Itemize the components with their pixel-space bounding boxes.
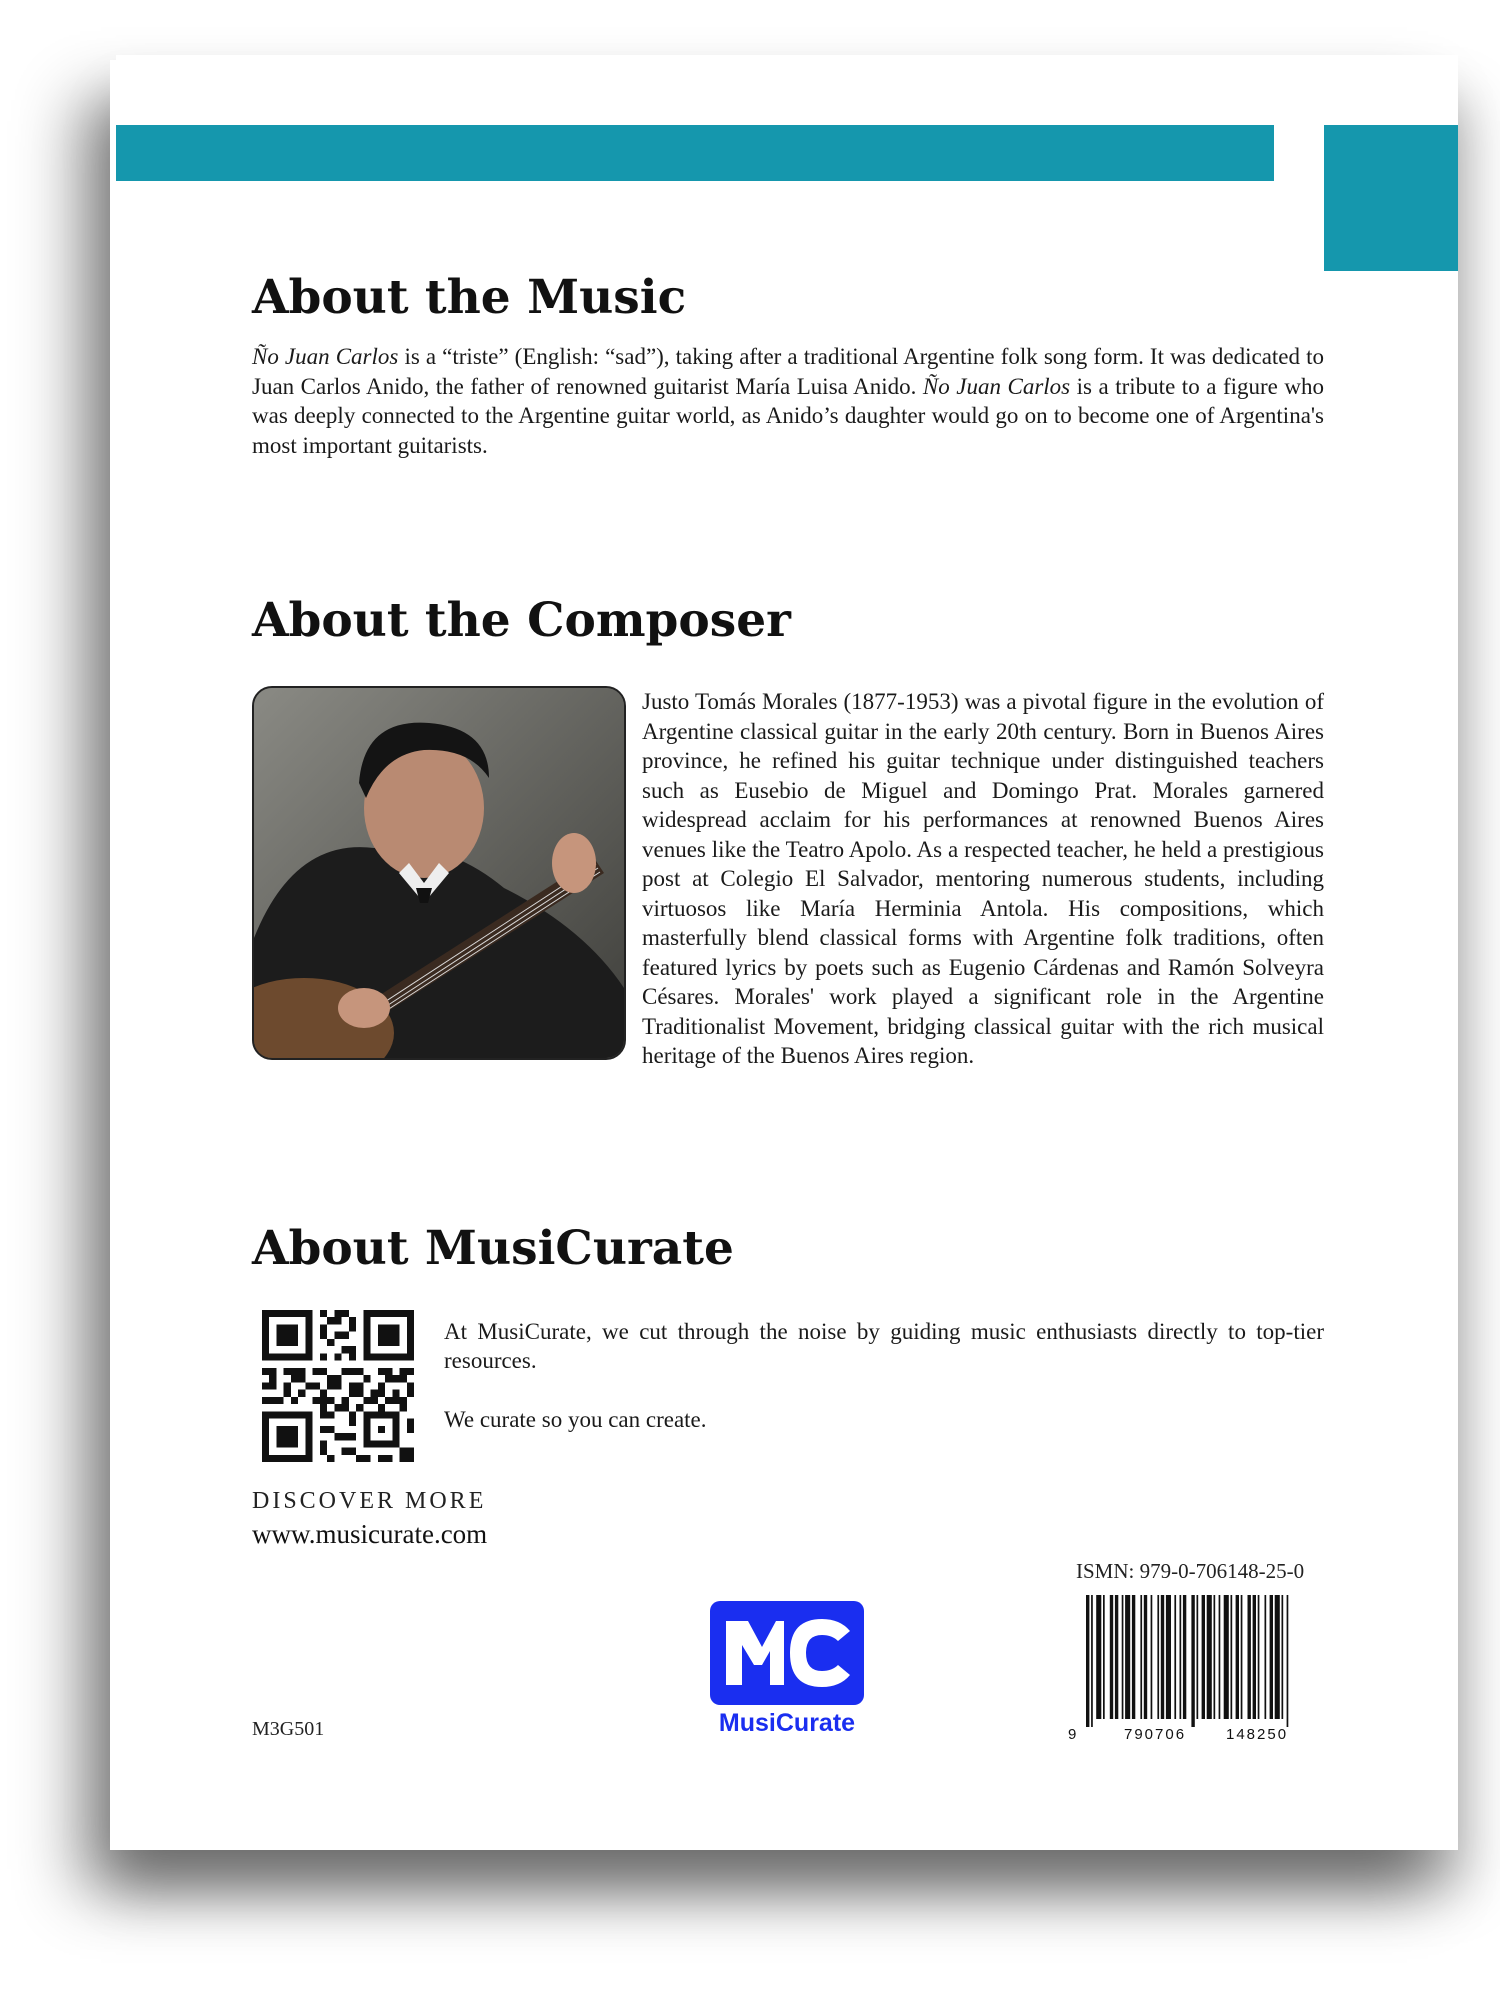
composer-photo	[252, 686, 626, 1060]
barcode-bar	[1248, 1595, 1251, 1719]
barcode	[1066, 1595, 1322, 1745]
website-link[interactable]: www.musicurate.com	[252, 1519, 488, 1549]
musicurate-tagline: We curate so you can create.	[444, 1407, 707, 1432]
barcode-bar	[1103, 1595, 1105, 1719]
barcode-bar	[1207, 1595, 1212, 1719]
barcode-bar	[1202, 1595, 1205, 1719]
about-composer-heading: About the Composer	[252, 593, 791, 648]
barcode-bar	[1275, 1595, 1280, 1719]
barcode-bar	[1224, 1595, 1229, 1719]
barcode-bar	[1166, 1595, 1171, 1719]
about-musicurate-heading: About MusiCurate	[252, 1221, 734, 1276]
barcode-bar	[1122, 1595, 1124, 1719]
barcode-bar	[1236, 1595, 1239, 1719]
discover-more-label: DISCOVER MORE	[252, 1488, 487, 1514]
barcode-bar	[1265, 1595, 1267, 1719]
about-music-text-2: is a tribute to a figure who was deeply connected to the Argentine guitar world, as Anido’s daughter would go on to become one of Argentina's most important guitarists.	[252, 373, 1324, 458]
barcode-bar	[1258, 1595, 1260, 1719]
piece-title: Ño Juan Carlos	[252, 344, 399, 369]
barcode-bar	[1282, 1595, 1284, 1719]
musicurate-logo	[710, 1601, 864, 1705]
corner-accent-block	[1324, 125, 1458, 271]
barcode-bar	[1180, 1595, 1182, 1719]
barcode-left-digits: 790706	[1124, 1726, 1187, 1743]
barcode-lead-digit: 9	[1068, 1726, 1077, 1743]
barcode-bar	[1174, 1595, 1176, 1719]
barcode-bar	[1183, 1595, 1186, 1719]
barcode-bar	[1241, 1595, 1243, 1719]
barcode-bar	[1115, 1595, 1118, 1719]
barcode-bar	[1132, 1595, 1135, 1719]
qr-code[interactable]	[262, 1310, 414, 1462]
barcode-bar	[1191, 1595, 1194, 1727]
barcode-bar	[1157, 1595, 1159, 1719]
about-music-text-1: is a “triste” (English: “sad”), taking after a traditional Argentine folk song form. It was dedicated to Juan Carlos Anido, the father of renowned guitarist María Luisa Anido.	[252, 344, 1324, 399]
barcode-bar	[1096, 1595, 1101, 1719]
back-cover-page	[116, 55, 1458, 1837]
barcode-bar	[1086, 1595, 1089, 1727]
barcode-right-digits: 148250	[1226, 1726, 1289, 1743]
barcode-bar	[1253, 1595, 1256, 1719]
barcode-bar	[1125, 1595, 1130, 1719]
barcode-bar	[1270, 1595, 1273, 1719]
about-music-paragraph	[252, 342, 1324, 460]
barcode-bar	[1151, 1595, 1153, 1719]
barcode-bar	[1231, 1595, 1233, 1719]
musicurate-description: At MusiCurate, we cut through the noise by guiding music enthusiasts directly to top-tier resources.	[444, 1319, 1324, 1373]
barcode-bar	[1197, 1595, 1199, 1719]
composer-bio: Justo Tomás Morales (1877-1953) was a pivotal figure in the evolution of Argentine classical guitar in the early 20th century. Born in Buenos Aires province, he refined his guitar technique under distinguished teachers such as Eusebio de Miguel and Domingo Prat. Morales garnered widespread acclaim for his performances at renowned Buenos Aires venues like the Teatro Apolo. As a respected teacher, he held a prestigious post at Colegio El Salvador, mentoring numerous students, including virtuosos like María Herminia Antola. His compositions, which masterfully blend classical forms with Argentine folk traditions, often featured lyrics by poets such as Eugenio Cárdenas and Ramón Solveyra Césares. Morales' work played a significant role in the Argentine Traditionalist Movement, bridging classical guitar with the rich musical heritage of the Buenos Aires region.	[642, 689, 1324, 1068]
barcode-bar	[1110, 1595, 1113, 1719]
barcode-bar	[1219, 1595, 1221, 1719]
barcode-bar	[1144, 1595, 1147, 1719]
catalog-code: M3G501	[252, 1718, 325, 1740]
barcode-bar	[1214, 1595, 1216, 1719]
about-music-heading: About the Music	[252, 270, 687, 325]
barcode-bar	[1287, 1595, 1289, 1727]
barcode-bar	[1091, 1595, 1093, 1727]
logo-wordmark: MusiCurate	[718, 1709, 856, 1737]
piece-title-2: Ño Juan Carlos	[922, 373, 1071, 399]
ismn-number: ISMN: 979-0-706148-25-0	[1076, 1559, 1305, 1583]
barcode-bar	[1161, 1595, 1164, 1719]
barcode-bar	[1140, 1595, 1142, 1719]
top-accent-band	[116, 125, 1274, 181]
